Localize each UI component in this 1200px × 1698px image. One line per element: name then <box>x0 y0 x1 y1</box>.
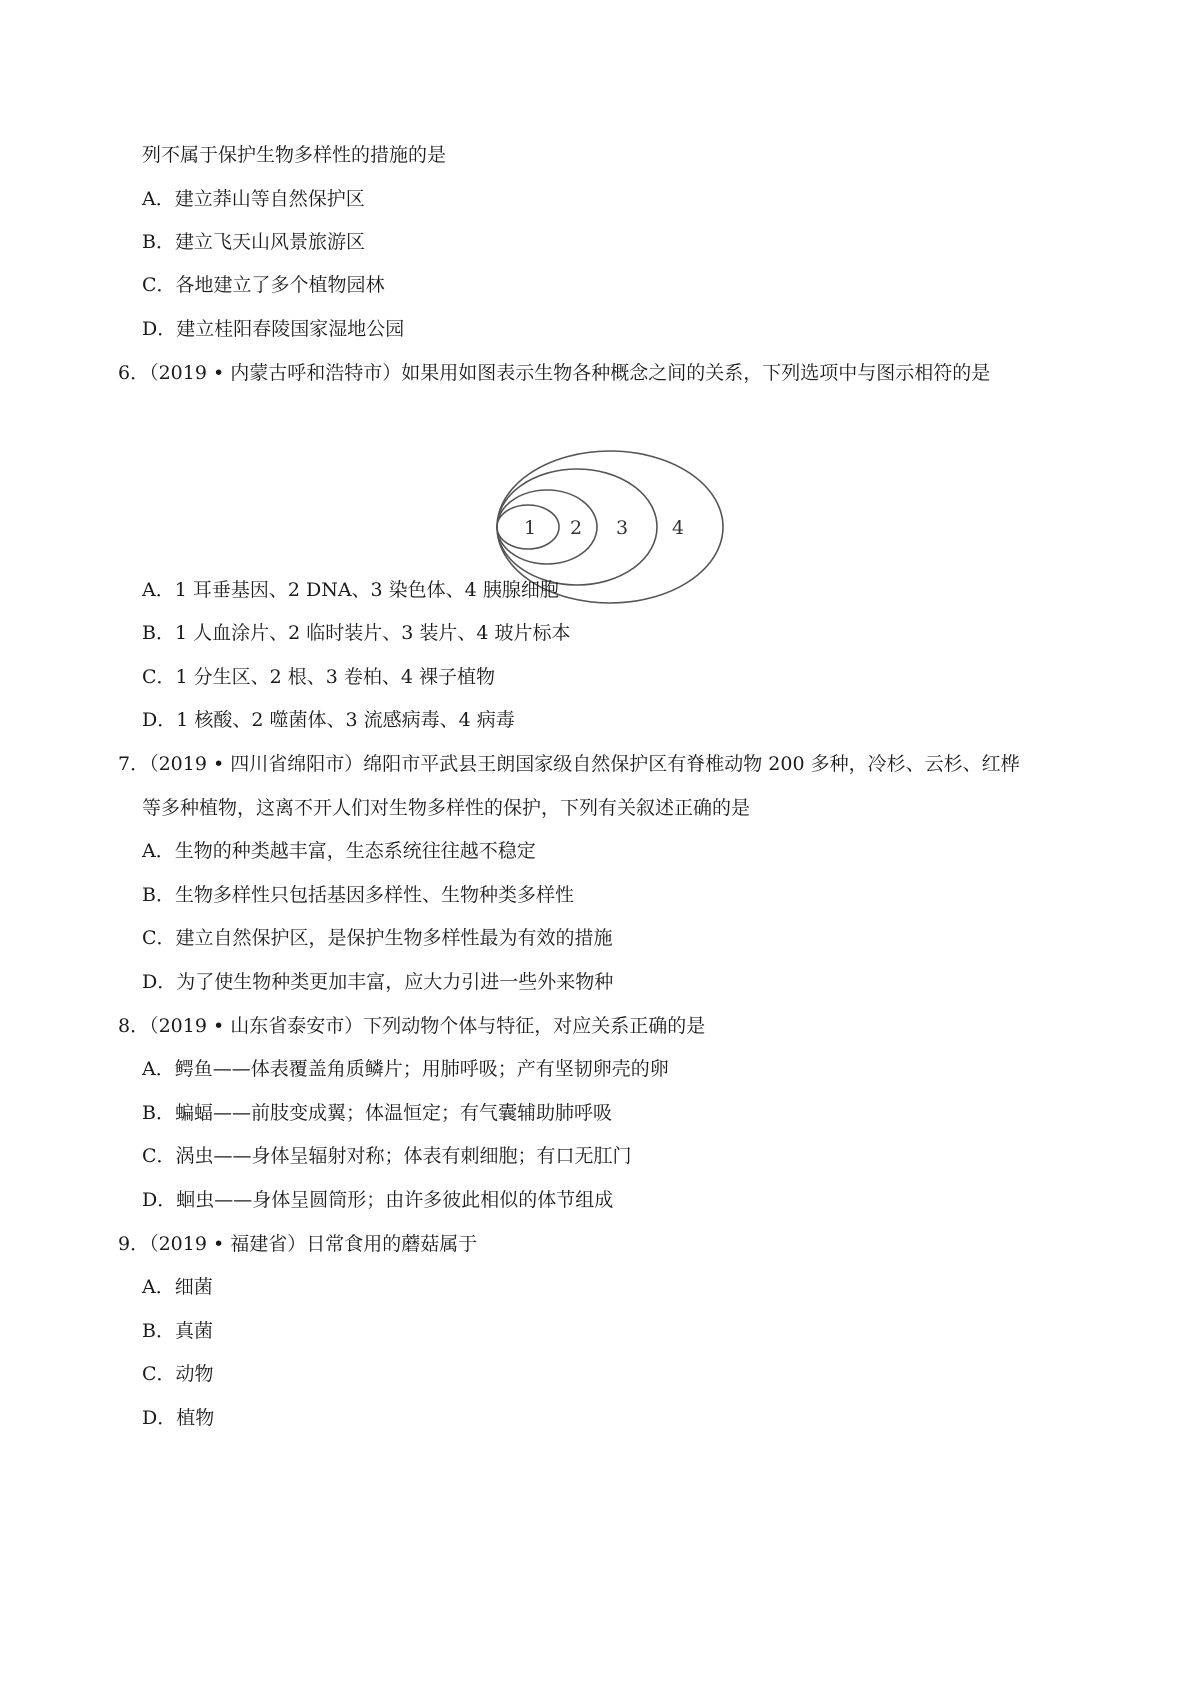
question-5-option-c: C．各地建立了多个植物园林 <box>142 274 385 296</box>
question-9-option-a: A．细菌 <box>142 1276 213 1298</box>
question-5-option-a: A．建立莽山等自然保护区 <box>142 188 365 210</box>
question-9-stem: 9．（2019 • 福建省）日常食用的蘑菇属于 <box>118 1233 478 1255</box>
question-8-option-a: A．鳄鱼——体表覆盖角质鳞片；用肺呼吸；产有坚韧卵壳的卵 <box>142 1058 669 1080</box>
question-7-option-d: D．为了使生物种类更加丰富，应大力引进一些外来物种 <box>142 971 614 993</box>
question-6-option-d: D．1 核酸、2 噬菌体、3 流感病毒、4 病毒 <box>142 709 515 731</box>
question-9-option-c: C．动物 <box>142 1363 214 1385</box>
question-8-option-c: C．涡虫——身体呈辐射对称；体表有刺细胞；有口无肛门 <box>142 1145 632 1167</box>
question-7-stem-line-2: 等多种植物，这离不开人们对生物多样性的保护，下列有关叙述正确的是 <box>142 797 751 819</box>
question-7-stem-line-1: 7．（2019 • 四川省绵阳市）绵阳市平武县王朗国家级自然保护区有脊椎动物 200 多种，冷杉、云杉、红桦 <box>118 753 1020 775</box>
question-8-option-d: D．蛔虫——身体呈圆筒形；由许多彼此相似的体节组成 <box>142 1189 614 1211</box>
question-9-option-b: B．真菌 <box>142 1320 213 1342</box>
question-6-option-b: B．1 人血涂片、2 临时装片、3 装片、4 玻片标本 <box>142 622 571 644</box>
diagram-label-1: 1 <box>523 517 537 539</box>
question-7-option-a: A．生物的种类越丰富，生态系统往往越不稳定 <box>142 840 536 862</box>
question-5-option-b: B．建立飞天山风景旅游区 <box>142 231 365 253</box>
question-8-stem: 8．（2019 • 山东省泰安市）下列动物个体与特征，对应关系正确的是 <box>118 1015 706 1037</box>
question-9-option-d: D．植物 <box>142 1407 215 1429</box>
diagram-label-3: 3 <box>615 517 629 539</box>
question-7-option-b: B．生物多样性只包括基因多样性、生物种类多样性 <box>142 884 574 906</box>
question-6-stem: 6．（2019 • 内蒙古呼和浩特市）如果用如图表示生物各种概念之间的关系，下列选项中与图示相符的是 <box>118 362 991 384</box>
question-6-option-c: C．1 分生区、2 根、3 卷柏、4 裸子植物 <box>142 666 496 688</box>
question-8-option-b: B．蝙蝠——前肢变成翼；体温恒定；有气囊辅助肺呼吸 <box>142 1102 612 1124</box>
question-5-option-d: D．建立桂阳春陵国家湿地公园 <box>142 318 405 340</box>
diagram-label-2: 2 <box>569 517 583 539</box>
diagram-label-4: 4 <box>671 517 685 539</box>
question-5-stem-continuation: 列不属于保护生物多样性的措施的是 <box>142 144 447 166</box>
question-6-option-a: A．1 耳垂基因、2 DNA、3 染色体、4 胰腺细胞 <box>142 579 559 601</box>
question-7-option-c: C．建立自然保护区，是保护生物多样性最为有效的措施 <box>142 927 613 949</box>
